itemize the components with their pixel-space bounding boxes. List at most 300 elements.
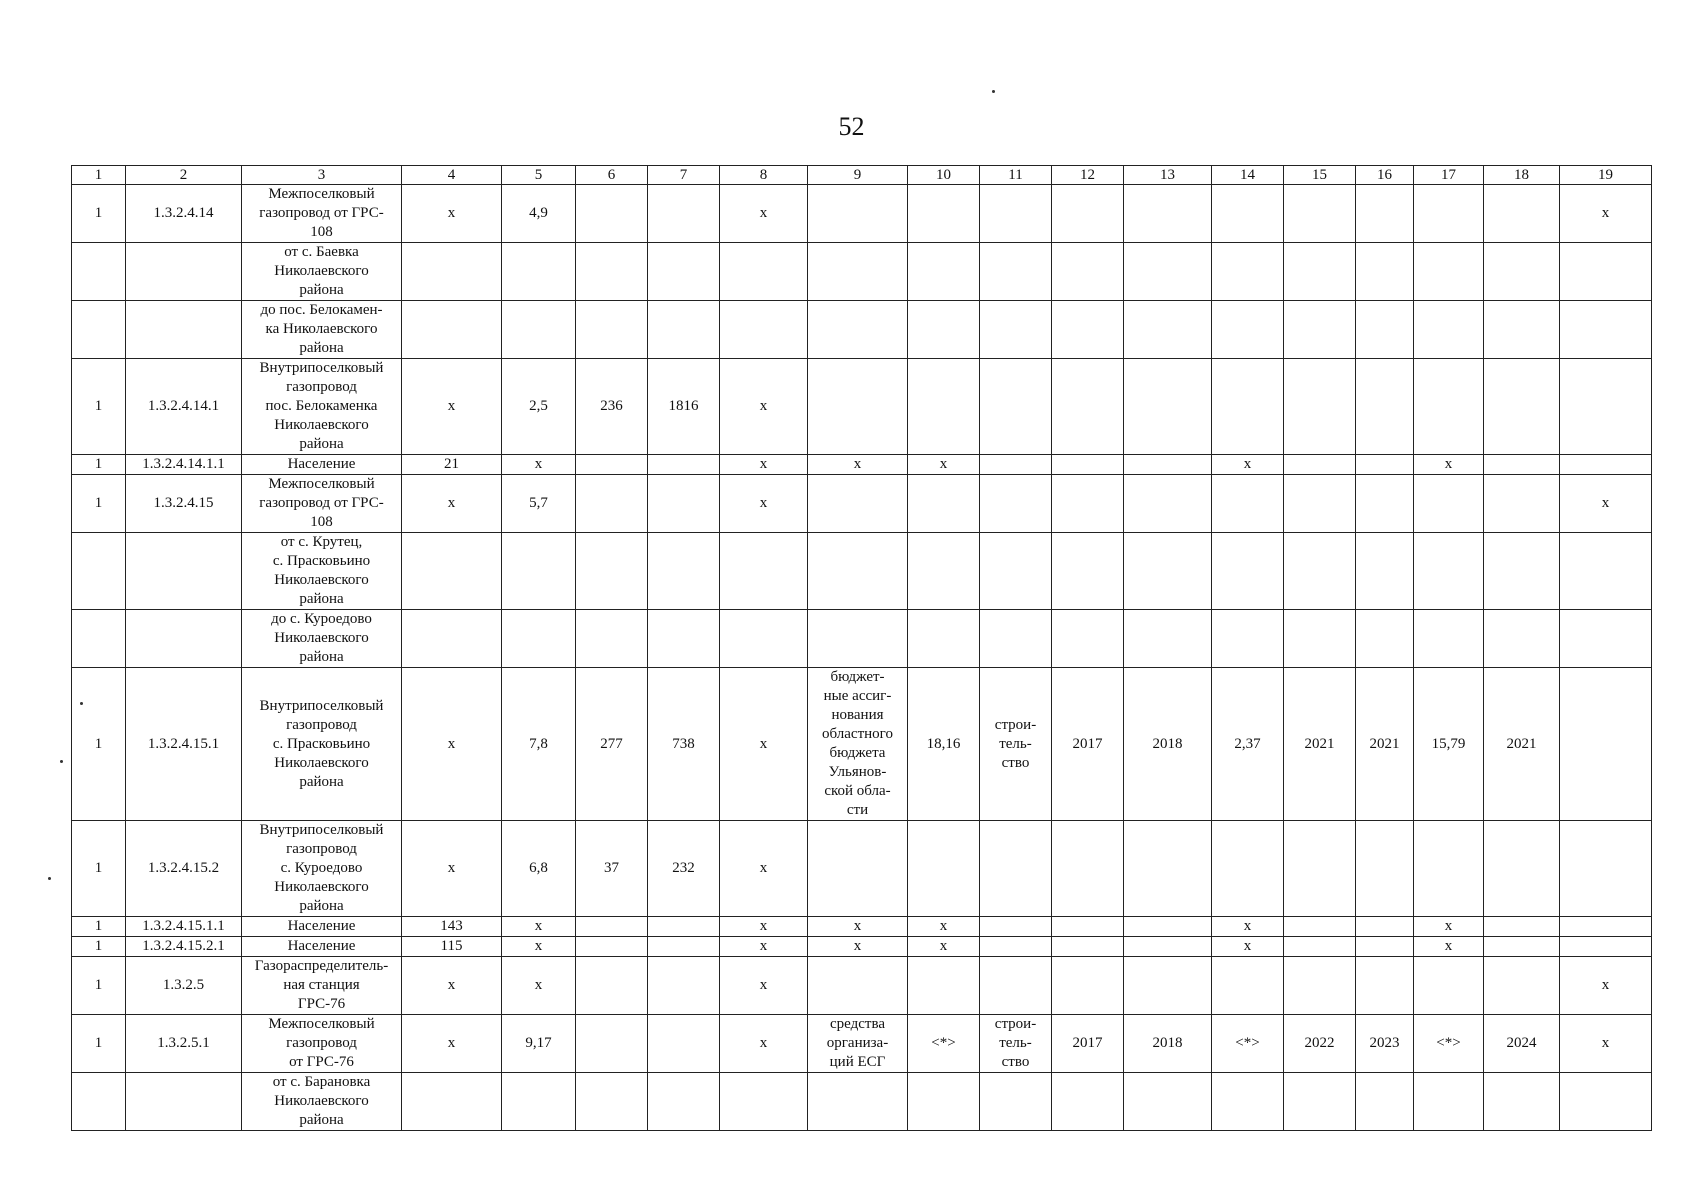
table-row [72, 821, 1652, 917]
table-cell-col-17 [1414, 359, 1484, 455]
column-number-header [72, 166, 1652, 185]
table-cell-col-16 [1356, 957, 1414, 1015]
scan-speck [60, 760, 63, 763]
table-row [72, 243, 1652, 301]
table-cell-col-19 [1560, 301, 1652, 359]
table-cell-col-17 [1414, 185, 1484, 243]
table-cell-col-9 [808, 1073, 908, 1131]
column-header-9: 9 [808, 166, 908, 185]
table-cell-col-11 [980, 610, 1052, 668]
cell-text: Межпоселковый газопровод от ГРС- 108 [259, 476, 384, 530]
column-header-13: 13 [1124, 166, 1212, 185]
cell-text: 5,7 [529, 495, 548, 511]
cell-text: x [447, 735, 456, 752]
cell-text: x [853, 456, 862, 472]
table-cell-col-6 [576, 1015, 648, 1073]
cell-text: 1 [94, 1035, 103, 1051]
table-cell-col-11 [980, 455, 1052, 475]
cell-text: до с. Куроедово Николаевского района [271, 611, 372, 665]
cell-text: x [1601, 977, 1610, 993]
cell-text: x [759, 495, 768, 511]
table-cell-col-7 [648, 1015, 720, 1073]
cell-text: 2018 [1152, 735, 1183, 752]
table-cell-col-10 [908, 455, 980, 475]
table-cell-col-7 [648, 821, 720, 917]
table-cell-col-10 [908, 937, 980, 957]
cell-text: 9,17 [525, 1035, 552, 1051]
table-cell-col-10 [908, 533, 980, 610]
table-cell-col-5 [502, 937, 576, 957]
table-cell-col-1 [72, 533, 126, 610]
table-cell-col-13 [1124, 1015, 1212, 1073]
table-cell-col-14 [1212, 359, 1284, 455]
table-cell-col-7 [648, 610, 720, 668]
table-cell-col-10 [908, 917, 980, 937]
cell-text: 1.3.2.4.14.1 [147, 398, 220, 414]
table-body [72, 185, 1652, 1131]
table-cell-col-12 [1052, 610, 1124, 668]
table-cell-col-17 [1414, 821, 1484, 917]
table-cell-col-13 [1124, 1073, 1212, 1131]
table-cell-col-17 [1414, 1073, 1484, 1131]
table-cell-col-12 [1052, 937, 1124, 957]
table-cell-col-12 [1052, 455, 1124, 475]
cell-text: Газораспределитель- ная станция ГРС-76 [254, 958, 389, 1012]
table-cell-col-7 [648, 185, 720, 243]
table-cell-col-11 [980, 937, 1052, 957]
table-cell-col-6 [576, 475, 648, 533]
cell-text: 2018 [1152, 1035, 1183, 1051]
cell-text: x [1444, 456, 1453, 472]
table-cell-col-2 [126, 668, 242, 821]
table-cell-col-5 [502, 301, 576, 359]
table-cell-col-13 [1124, 301, 1212, 359]
table-cell-col-8 [720, 455, 808, 475]
table-cell-col-9 [808, 243, 908, 301]
cell-text: 4,9 [529, 205, 548, 221]
table-cell-col-13 [1124, 937, 1212, 957]
table-cell-col-5 [502, 957, 576, 1015]
cell-text: 2,37 [1234, 735, 1261, 752]
table-cell-col-19 [1560, 243, 1652, 301]
table-cell-col-10 [908, 1073, 980, 1131]
cell-text: x [759, 1035, 768, 1051]
cell-text: x [534, 918, 543, 934]
table-cell-col-10 [908, 301, 980, 359]
table-cell-col-5 [502, 359, 576, 455]
table-cell-col-9 [808, 359, 908, 455]
table-cell-col-6 [576, 301, 648, 359]
table-cell-col-5 [502, 1015, 576, 1073]
table-cell-col-14 [1212, 1015, 1284, 1073]
table-cell-col-14 [1212, 821, 1284, 917]
table-cell-col-17 [1414, 475, 1484, 533]
table-cell-col-15 [1284, 821, 1356, 917]
cell-text: строи- тель- ство [994, 716, 1037, 771]
table-cell-col-16 [1356, 301, 1414, 359]
table-cell-col-8 [720, 185, 808, 243]
column-header-2: 2 [126, 166, 242, 185]
cell-text: x [853, 918, 862, 934]
table-cell-col-16 [1356, 455, 1414, 475]
table-cell-col-3 [242, 185, 402, 243]
table-cell-col-1 [72, 917, 126, 937]
cell-text: x [1601, 205, 1610, 221]
column-header-8: 8 [720, 166, 808, 185]
table-cell-col-6 [576, 668, 648, 821]
table-cell-col-11 [980, 301, 1052, 359]
table-cell-col-17 [1414, 1015, 1484, 1073]
page-number: 52 [838, 112, 865, 141]
table-cell-col-11 [980, 185, 1052, 243]
cell-text: x [759, 456, 768, 472]
table-cell-col-1 [72, 301, 126, 359]
table-cell-col-9 [808, 533, 908, 610]
table-cell-col-18 [1484, 359, 1560, 455]
table-cell-col-4 [402, 243, 502, 301]
table-cell-col-5 [502, 455, 576, 475]
table-cell-col-2 [126, 243, 242, 301]
scan-speck [992, 90, 995, 93]
table-cell-col-16 [1356, 243, 1414, 301]
table-cell-col-1 [72, 243, 126, 301]
table-cell-col-18 [1484, 957, 1560, 1015]
table-cell-col-15 [1284, 301, 1356, 359]
table-cell-col-8 [720, 301, 808, 359]
table-cell-col-8 [720, 610, 808, 668]
table-cell-col-7 [648, 937, 720, 957]
table-cell-col-4 [402, 610, 502, 668]
table-cell-col-15 [1284, 1073, 1356, 1131]
cell-text: Население [287, 456, 356, 472]
column-header-15: 15 [1284, 166, 1356, 185]
table-cell-col-12 [1052, 185, 1124, 243]
cell-text: <*> [931, 1035, 956, 1051]
table-cell-col-19 [1560, 957, 1652, 1015]
table-cell-col-6 [576, 359, 648, 455]
table-row [72, 533, 1652, 610]
table-cell-col-17 [1414, 917, 1484, 937]
table-cell-col-17 [1414, 957, 1484, 1015]
table-cell-col-11 [980, 957, 1052, 1015]
column-header-18: 18 [1484, 166, 1560, 185]
table-cell-col-7 [648, 1073, 720, 1131]
table-cell-col-2 [126, 1015, 242, 1073]
table-cell-col-17 [1414, 301, 1484, 359]
table-cell-col-15 [1284, 937, 1356, 957]
table-cell-col-15 [1284, 1015, 1356, 1073]
table-cell-col-15 [1284, 533, 1356, 610]
column-header-12: 12 [1052, 166, 1124, 185]
table-cell-col-7 [648, 243, 720, 301]
cell-text: 15,79 [1431, 735, 1466, 752]
table-cell-col-18 [1484, 610, 1560, 668]
column-header-3: 3 [242, 166, 402, 185]
table-cell-col-15 [1284, 359, 1356, 455]
table-cell-col-11 [980, 668, 1052, 821]
table-cell-col-15 [1284, 475, 1356, 533]
table-cell-col-4 [402, 917, 502, 937]
table-cell-col-8 [720, 937, 808, 957]
table-cell-col-8 [720, 821, 808, 917]
table-cell-col-4 [402, 1015, 502, 1073]
table-cell-col-13 [1124, 821, 1212, 917]
table-cell-col-19 [1560, 937, 1652, 957]
table-cell-col-9 [808, 937, 908, 957]
cell-text: x [759, 977, 768, 993]
table-cell-col-19 [1560, 1015, 1652, 1073]
table-cell-col-3 [242, 301, 402, 359]
table-cell-col-12 [1052, 1073, 1124, 1131]
table-cell-col-15 [1284, 917, 1356, 937]
table-cell-col-8 [720, 917, 808, 937]
table-row [72, 1073, 1652, 1131]
table-cell-col-17 [1414, 455, 1484, 475]
table-cell-col-11 [980, 917, 1052, 937]
cell-text: 1.3.2.5 [162, 977, 205, 993]
cell-text: 1.3.2.4.15.2.1 [142, 938, 225, 954]
table-cell-col-10 [908, 243, 980, 301]
table-cell-col-7 [648, 301, 720, 359]
table-cell-col-18 [1484, 533, 1560, 610]
cell-text: 2017 [1072, 735, 1103, 752]
table-cell-col-5 [502, 668, 576, 821]
cell-text: до пос. Белокамен- ка Николаевского района [260, 302, 383, 356]
table-cell-col-7 [648, 359, 720, 455]
table-cell-col-1 [72, 185, 126, 243]
cell-text: 277 [600, 735, 623, 752]
table-cell-col-12 [1052, 668, 1124, 821]
table-cell-col-16 [1356, 185, 1414, 243]
table-cell-col-10 [908, 359, 980, 455]
table-cell-col-14 [1212, 1073, 1284, 1131]
cell-text: 2021 [1506, 735, 1537, 752]
table-cell-col-3 [242, 533, 402, 610]
table-cell-col-8 [720, 957, 808, 1015]
table-cell-col-14 [1212, 610, 1284, 668]
table-cell-col-2 [126, 937, 242, 957]
table-cell-col-3 [242, 475, 402, 533]
cell-text: Внутрипоселковый газопровод с. Прасковьино Николаевского района [259, 697, 384, 790]
table-cell-col-15 [1284, 668, 1356, 821]
table-cell-col-8 [720, 533, 808, 610]
cell-text: x [447, 398, 456, 414]
table-cell-col-18 [1484, 301, 1560, 359]
cell-text: 7,8 [529, 735, 548, 752]
cell-text: средства организа- ций ЕСГ [826, 1016, 889, 1070]
table-cell-col-14 [1212, 533, 1284, 610]
table-cell-col-12 [1052, 1015, 1124, 1073]
table-cell-col-11 [980, 359, 1052, 455]
table-row [72, 610, 1652, 668]
table-cell-col-18 [1484, 821, 1560, 917]
table-cell-col-5 [502, 917, 576, 937]
table-cell-col-15 [1284, 610, 1356, 668]
table-cell-col-13 [1124, 957, 1212, 1015]
table-cell-col-9 [808, 475, 908, 533]
table-cell-col-19 [1560, 359, 1652, 455]
table-cell-col-1 [72, 668, 126, 821]
table-cell-col-11 [980, 533, 1052, 610]
table-cell-col-13 [1124, 359, 1212, 455]
table-cell-col-13 [1124, 610, 1212, 668]
cell-text: 2022 [1304, 1035, 1335, 1051]
table-cell-col-4 [402, 821, 502, 917]
cell-text: 738 [672, 735, 695, 752]
cell-text: 232 [672, 860, 695, 876]
table-cell-col-3 [242, 821, 402, 917]
cell-text: 1.3.2.4.14 [153, 205, 214, 221]
cell-text: x [1601, 495, 1610, 511]
cell-text: 115 [440, 938, 463, 954]
table-cell-col-12 [1052, 359, 1124, 455]
cell-text: 2,5 [529, 398, 548, 414]
table-cell-col-6 [576, 821, 648, 917]
table-cell-col-15 [1284, 243, 1356, 301]
table-cell-col-14 [1212, 937, 1284, 957]
cell-text: Население [287, 918, 356, 934]
table-cell-col-3 [242, 957, 402, 1015]
table-cell-col-3 [242, 1073, 402, 1131]
table-cell-col-15 [1284, 957, 1356, 1015]
table-cell-col-19 [1560, 668, 1652, 821]
table-cell-col-1 [72, 1073, 126, 1131]
table-cell-col-1 [72, 937, 126, 957]
cell-text: x [759, 938, 768, 954]
table-cell-col-3 [242, 1015, 402, 1073]
cell-text: x [1444, 938, 1453, 954]
table-cell-col-4 [402, 533, 502, 610]
cell-text: x [1243, 918, 1252, 934]
cell-text: 2017 [1072, 1035, 1103, 1051]
table-cell-col-16 [1356, 610, 1414, 668]
table-cell-col-18 [1484, 937, 1560, 957]
table-cell-col-17 [1414, 937, 1484, 957]
cell-text: x [1444, 918, 1453, 934]
cell-text: <*> [1436, 1035, 1461, 1051]
table-cell-col-15 [1284, 185, 1356, 243]
table-cell-col-9 [808, 957, 908, 1015]
cell-text: x [1601, 1035, 1610, 1051]
table-cell-col-3 [242, 937, 402, 957]
table-cell-col-11 [980, 1015, 1052, 1073]
table-cell-col-2 [126, 957, 242, 1015]
table-cell-col-7 [648, 455, 720, 475]
table-row [72, 937, 1652, 957]
cell-text: 143 [440, 918, 463, 934]
column-header-10: 10 [908, 166, 980, 185]
cell-text: x [759, 398, 768, 414]
table-cell-col-17 [1414, 610, 1484, 668]
table-cell-col-19 [1560, 475, 1652, 533]
table-cell-col-1 [72, 957, 126, 1015]
table-cell-col-6 [576, 1073, 648, 1131]
cell-text: 1.3.2.4.15.1 [147, 735, 220, 752]
table-cell-col-13 [1124, 185, 1212, 243]
cell-text: 1 [94, 205, 103, 221]
column-header-4: 4 [402, 166, 502, 185]
table-cell-col-1 [72, 610, 126, 668]
cell-text: x [447, 977, 456, 993]
table-cell-col-8 [720, 668, 808, 821]
cell-text: 1 [94, 398, 103, 414]
table-cell-col-6 [576, 455, 648, 475]
table-cell-col-10 [908, 1015, 980, 1073]
table-cell-col-2 [126, 185, 242, 243]
table-cell-col-13 [1124, 475, 1212, 533]
cell-text: 2021 [1304, 735, 1335, 752]
table-cell-col-4 [402, 301, 502, 359]
table-cell-col-14 [1212, 668, 1284, 821]
table-cell-col-18 [1484, 243, 1560, 301]
table-cell-col-8 [720, 1015, 808, 1073]
table-cell-col-19 [1560, 455, 1652, 475]
table-cell-col-18 [1484, 1073, 1560, 1131]
table-cell-col-14 [1212, 917, 1284, 937]
cell-text: x [939, 918, 948, 934]
column-header-16: 16 [1356, 166, 1414, 185]
table-cell-col-4 [402, 185, 502, 243]
cell-text: x [447, 860, 456, 876]
table-cell-col-1 [72, 1015, 126, 1073]
column-header-19: 19 [1560, 166, 1652, 185]
table-cell-col-9 [808, 668, 908, 821]
table-cell-col-2 [126, 475, 242, 533]
table-cell-col-13 [1124, 533, 1212, 610]
table-cell-col-18 [1484, 917, 1560, 937]
table-cell-col-5 [502, 533, 576, 610]
cell-text: x [447, 495, 456, 511]
table-cell-col-7 [648, 957, 720, 1015]
table-cell-col-19 [1560, 1073, 1652, 1131]
table-cell-col-14 [1212, 185, 1284, 243]
table-cell-col-5 [502, 821, 576, 917]
table-row [72, 455, 1652, 475]
table-cell-col-2 [126, 359, 242, 455]
column-header-1: 1 [72, 166, 126, 185]
table-cell-col-4 [402, 937, 502, 957]
table-cell-col-11 [980, 821, 1052, 917]
table-cell-col-2 [126, 821, 242, 917]
cell-text: 1816 [668, 398, 699, 414]
table-cell-col-14 [1212, 243, 1284, 301]
table-cell-col-3 [242, 243, 402, 301]
table-cell-col-16 [1356, 475, 1414, 533]
table-cell-col-16 [1356, 1015, 1414, 1073]
table-cell-col-9 [808, 301, 908, 359]
table-row [72, 917, 1652, 937]
table-cell-col-2 [126, 455, 242, 475]
table-cell-col-7 [648, 668, 720, 821]
table-cell-col-1 [72, 821, 126, 917]
table-cell-col-5 [502, 243, 576, 301]
table-cell-col-9 [808, 1015, 908, 1073]
table-cell-col-15 [1284, 455, 1356, 475]
cell-text: x [759, 918, 768, 934]
table-row [72, 359, 1652, 455]
cell-text: 1 [94, 860, 103, 876]
table-cell-col-2 [126, 533, 242, 610]
column-header-6: 6 [576, 166, 648, 185]
table-cell-col-4 [402, 475, 502, 533]
column-header-5: 5 [502, 166, 576, 185]
table-cell-col-10 [908, 957, 980, 1015]
table-row [72, 668, 1652, 821]
table-cell-col-5 [502, 475, 576, 533]
table-cell-col-8 [720, 475, 808, 533]
table-cell-col-19 [1560, 610, 1652, 668]
table-cell-col-5 [502, 185, 576, 243]
